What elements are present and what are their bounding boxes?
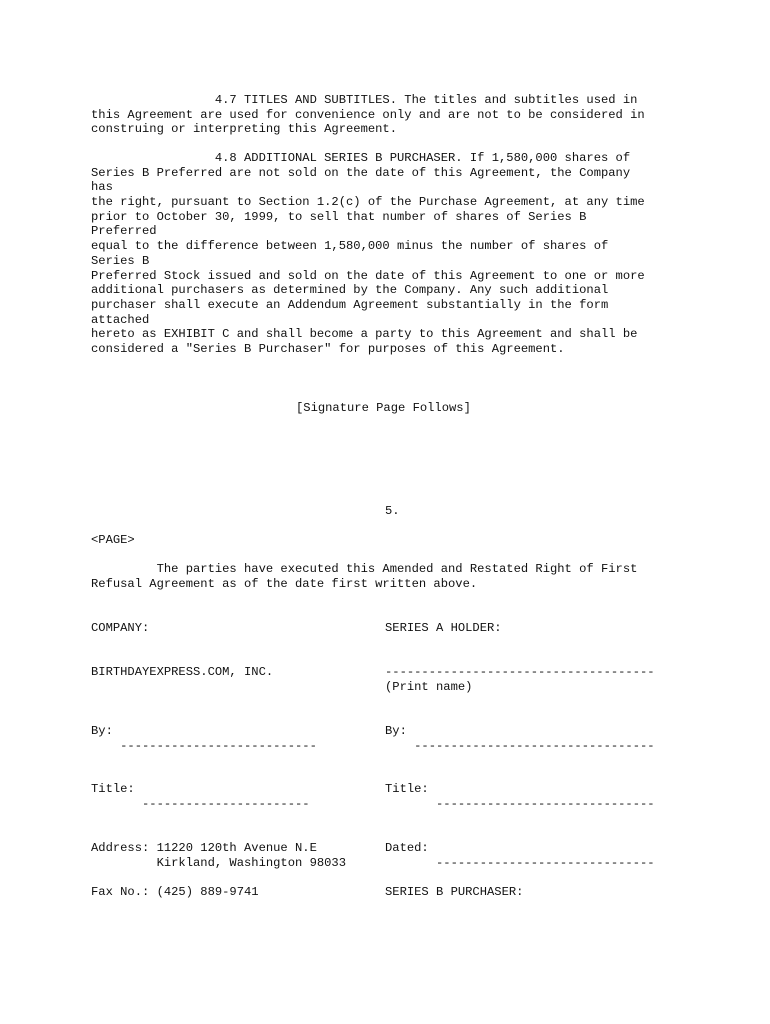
- company-address: Address: 11220 120th Avenue N.E Kirkland, Washington 98033: [91, 841, 346, 870]
- series-b-purchaser-label: SERIES B PURCHASER:: [385, 885, 524, 899]
- company-label: COMPANY:: [91, 621, 150, 635]
- section-4-7-paragraph: 4.7 TITLES AND SUBTITLES. The titles and subtitles used in this Agreement are used for convenience only and are not to be considered in construing or interpreting this Agreement.: [91, 93, 645, 137]
- holder-title-line: Title: ------------------------------: [385, 782, 655, 811]
- series-a-holder-label: SERIES A HOLDER:: [385, 621, 502, 635]
- section-4-8-paragraph: 4.8 ADDITIONAL SERIES B PURCHASER. If 1,580,000 shares of Series B Preferred are not sold on the date of this Agreement, the Company has the right, pursuant to Section 1.2(c) of the Purchase Agreement, at any time prior to October 30, 1999, to sell that number of shares of Series B Preferred equal to the difference between 1,580,000 minus the number of shares of Series B Preferred Stock issued and sold on the date of this Agreement to one or more additional purchasers as determined by the Company. Any such additional purchaser shall execute an Addendum Agreement substantially in the form attached hereto as EXHIBIT C and shall become a party to this Agreement and shall be considered a "Series B Purchaser" for purposes of this Agreement.: [91, 151, 645, 356]
- signature-page-follows-note: [Signature Page Follows]: [296, 401, 471, 415]
- company-by-line: By: ---------------------------: [91, 724, 317, 753]
- page-number: 5.: [385, 504, 400, 518]
- company-fax: Fax No.: (425) 889-9741: [91, 885, 259, 899]
- holder-print-name-line: ------------------------------------- (Print name): [385, 665, 655, 694]
- company-name: BIRTHDAYEXPRESS.COM, INC.: [91, 665, 274, 679]
- holder-by-line: By: ---------------------------------: [385, 724, 655, 753]
- holder-dated-line: Dated: ------------------------------: [385, 841, 655, 870]
- page-tag: <PAGE>: [91, 533, 135, 547]
- company-title-line: Title: -----------------------: [91, 782, 310, 811]
- execution-clause: The parties have executed this Amended and Restated Right of First Refusal Agreement as of the date first written above.: [91, 562, 638, 591]
